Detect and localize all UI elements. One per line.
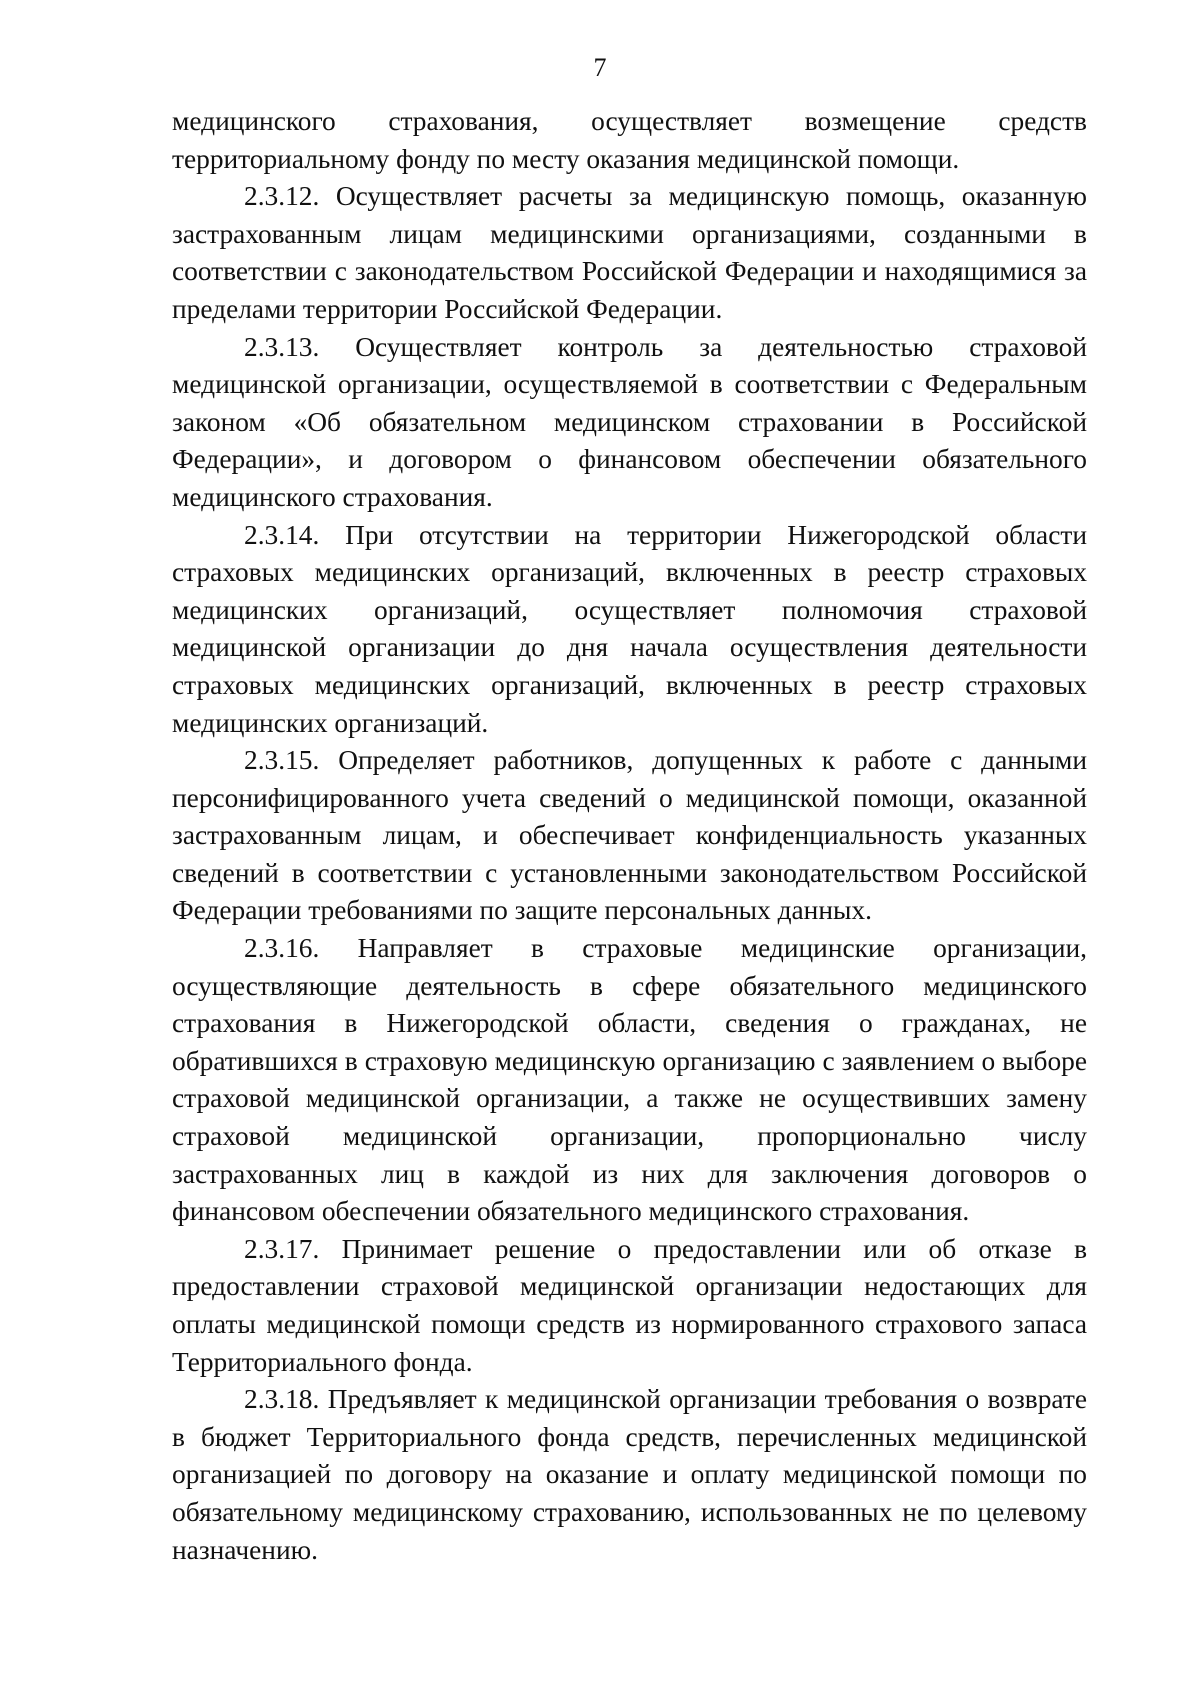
paragraph-2-3-18: 2.3.18. Предъявляет к медицинской организации требования о возврате в бюджет Территориального фонда средств, перечисленных медицинской организацией по договору на оказание и оплату медицинской помощи по обязательному медицинскому страхованию, использованных не по целевому назначению. [172,1384,1087,1565]
page-number: 7 [593,53,607,82]
paragraph-continuation: медицинского страхования, осуществляет возмещение средств территориальному фонду по месту оказания медицинской помощи. [172,106,1087,174]
paragraph-2-3-15: 2.3.15. Определяет работников, допущенных к работе с данными персонифицированного учета сведений о медицинской помощи, оказанной застрахованным лицам, и обеспечивает конфиденциальность указанных сведений в соответствии с установленными законодательством Российской Федерации требованиями по защите персональных данных. [172,745,1087,926]
paragraph-2-3-17: 2.3.17. Принимает решение о предоставлении или об отказе в предоставлении страховой медицинской организации недостающих для оплаты медицинской помощи средств из нормированного страхового запаса Территориального фонда. [172,1233,1087,1377]
paragraph-2-3-14: 2.3.14. При отсутствии на территории Нижегородской области страховых медицинских организаций, включенных в реестр страховых медицинских организаций, осуществляет полномочия страховой медицинской организации до дня начала осуществления деятельности страховых медицинских организаций, включенных в реестр страховых медицинских организаций. [172,519,1087,738]
paragraph-2-3-12: 2.3.12. Осуществляет расчеты за медицинскую помощь, оказанную застрахованным лицам медицинскими организациями, созданными в соответствии с законодательством Российской Федерации и находящимися за пределами территории Российской Федерации. [172,181,1087,324]
document-body [172,103,1087,1569]
paragraph-2-3-16: 2.3.16. Направляет в страховые медицинские организации, осуществляющие деятельность в сфере обязательного медицинского страхования в Нижегородской области, сведения о гражданах, не обратившихся в страховую медицинскую организацию с заявлением о выборе страховой медицинской организации, а также не осуществивших замену страховой медицинской организации, пропорционально числу застрахованных лиц в каждой из них для заключения договоров о финансовом обеспечении обязательного медицинского страхования. [172,933,1087,1227]
paragraph-2-3-13: 2.3.13. Осуществляет контроль за деятельностью страховой медицинской организации, осуществляемой в соответствии с Федеральным законом «Об обязательном медицинском страховании в Российской Федерации», и договором о финансовом обеспечении обязательного медицинского страхования. [172,331,1087,512]
